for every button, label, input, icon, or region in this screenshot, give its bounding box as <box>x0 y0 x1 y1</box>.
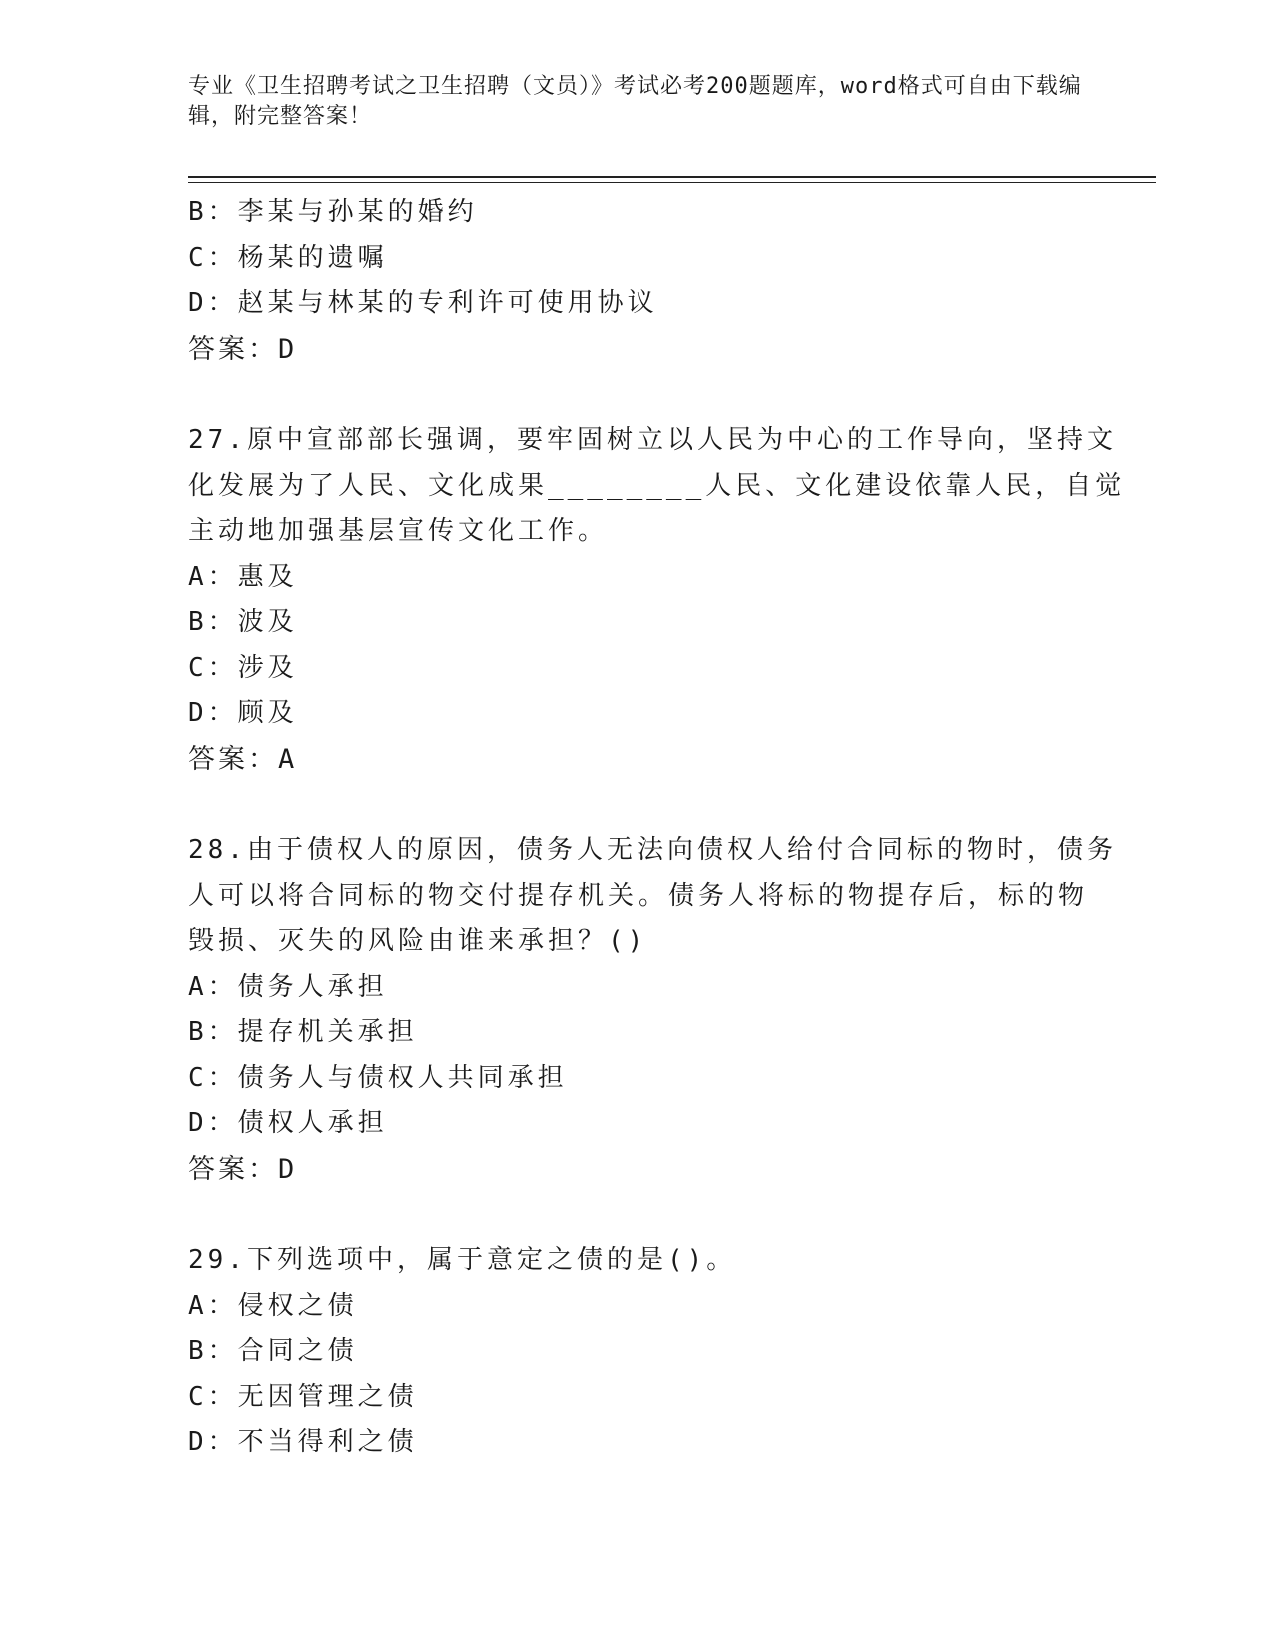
question-stem-line: 主动地加强基层宣传文化工作。 <box>188 516 609 546</box>
header-divider-thin <box>188 182 1156 183</box>
option-d: D：顾及 <box>188 698 298 728</box>
option-a: A：惠及 <box>188 561 298 592</box>
option-b: B：提存机关承担 <box>188 1017 418 1047</box>
option-c: C：债务人与债权人共同承担 <box>188 1062 568 1093</box>
page-header: 专业《卫生招聘考试之卫生招聘（文员）》考试必考200题题库，word格式可自由下载编辑，附完整答案！ <box>188 74 1082 129</box>
question-stem-line: 29.下列选项中，属于意定之债的是()。 <box>188 1245 737 1275</box>
spacer <box>188 372 1088 418</box>
question-stem-line: 化发展为了人民、文化成果________人民、文化建设依靠人民，自觉 <box>188 470 1126 501</box>
option-b: B：合同之债 <box>188 1336 358 1366</box>
option-d: D：债权人承担 <box>188 1108 388 1138</box>
option-c: C：杨某的遗嘱 <box>188 242 388 273</box>
answer-line: 答案：D <box>188 1153 298 1185</box>
answer-line: 答案：D <box>188 333 298 365</box>
option-c: C：涉及 <box>188 652 298 683</box>
question-27 <box>188 418 1126 782</box>
option-b: B：波及 <box>188 607 298 637</box>
question-stem-line: 人可以将合同标的物交付提存机关。债务人将标的物提存后，标的物 <box>188 880 1089 911</box>
document-body <box>188 190 1126 1466</box>
question-stem-line: 毁损、灭失的风险由谁来承担？() <box>188 926 648 956</box>
header-divider-thick <box>188 176 1156 178</box>
question-26-continued <box>188 190 1088 372</box>
answer-line: 答案：A <box>188 743 298 775</box>
question-28 <box>188 828 1117 1192</box>
option-d: D：不当得利之债 <box>188 1427 418 1457</box>
option-c: C：无因管理之债 <box>188 1381 418 1412</box>
question-29 <box>188 1238 1088 1466</box>
spacer <box>188 1192 1088 1238</box>
option-a: A：侵权之债 <box>188 1290 358 1321</box>
question-stem-line: 27.原中宣部部长强调，要牢固树立以人民为中心的工作导向，坚持文 <box>188 425 1117 455</box>
option-b: B：李某与孙某的婚约 <box>188 197 478 227</box>
spacer <box>188 782 1088 828</box>
option-a: A：债务人承担 <box>188 971 388 1002</box>
option-d: D：赵某与林某的专利许可使用协议 <box>188 288 658 318</box>
question-stem-line: 28.由于债权人的原因，债务人无法向债权人给付合同标的物时，债务 <box>188 835 1117 865</box>
